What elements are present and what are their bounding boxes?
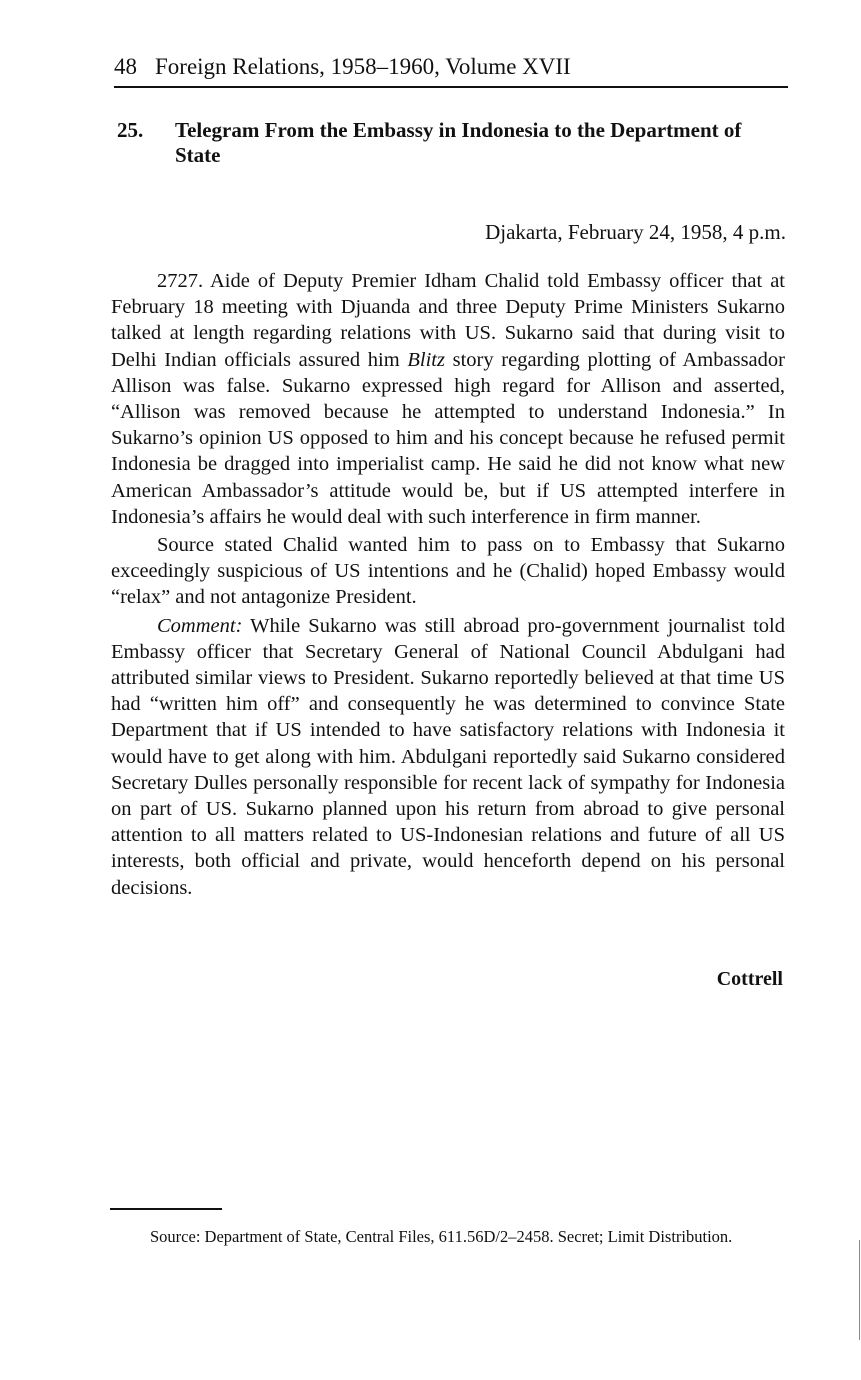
comment-label: Comment: [157,614,243,637]
footnote-divider [110,1208,222,1210]
paragraph-1 [111,268,785,530]
document-heading [117,118,787,168]
page-number: 48 [114,54,137,79]
document-body [111,268,785,903]
paragraph-2: Source stated Chalid wanted him to pass on to Embassy that Sukarno exceedingly suspicious of US intentions and he (Chalid) hoped Embassy would “relax” and not antagonize President. [111,534,785,609]
document-title: Telegram From the Embassy in Indonesia to the Department of State [175,118,742,167]
paragraph-1-rest: story regarding plotting of Ambassador Allison was false. Sukarno expressed high regard for Allison and asserted, “Allison was removed because he attempted to understand Indonesia.” In Sukarno’s opinion US opposed to him and his concept because he refused permit Indonesia be dragged into imperialist camp. He said he did not know what new American Ambassador’s attitude would be, but if US attempted interfere in Indonesia’s affairs he would deal with such interference in firm manner. [111,348,785,528]
paragraph-3 [111,613,785,901]
page-edge-mark [859,1240,860,1340]
paragraph-3-text: While Sukarno was still abroad pro-government journalist told Embassy officer that Secretary General of National Council Abdulgani had attributed similar views to President. Sukarno reportedly believed at that time US had “written him off” and consequently he was determined to convince State Department that if US intended to have satisfactory relations with Indonesia it would have to get along with him. Abdulgani reportedly said Sukarno considered Secretary Dulles personally responsible for recent lack of sympathy for Indonesia on part of US. Sukarno planned upon his return from abroad to give personal attention to all matters related to US-Indonesian relations and future of all US interests, both official and private, would henceforth depend on his personal decisions. [111,614,785,899]
dateline: Djakarta, February 24, 1958, 4 p.m. [485,220,786,244]
document-number: 25. [117,118,144,142]
signature: Cottrell [716,968,783,990]
paragraph-1-text: 2727. Aide of Deputy Premier Idham Chalid told Embassy officer that at February 18 meeting with Djuanda and three Deputy Prime Ministers Sukarno talked at length regarding relations with US. Sukarno said that during visit to Delhi Indian officials assured him [111,270,785,371]
paragraph-1-italic: Blitz [407,348,445,371]
volume-title: Foreign Relations, 1958–1960, Volume XVII [155,54,571,79]
running-head [114,52,788,88]
source-footnote: Source: Department of State, Central Files, 611.56D/2–2458. Secret; Limit Distribution. [150,1227,733,1246]
